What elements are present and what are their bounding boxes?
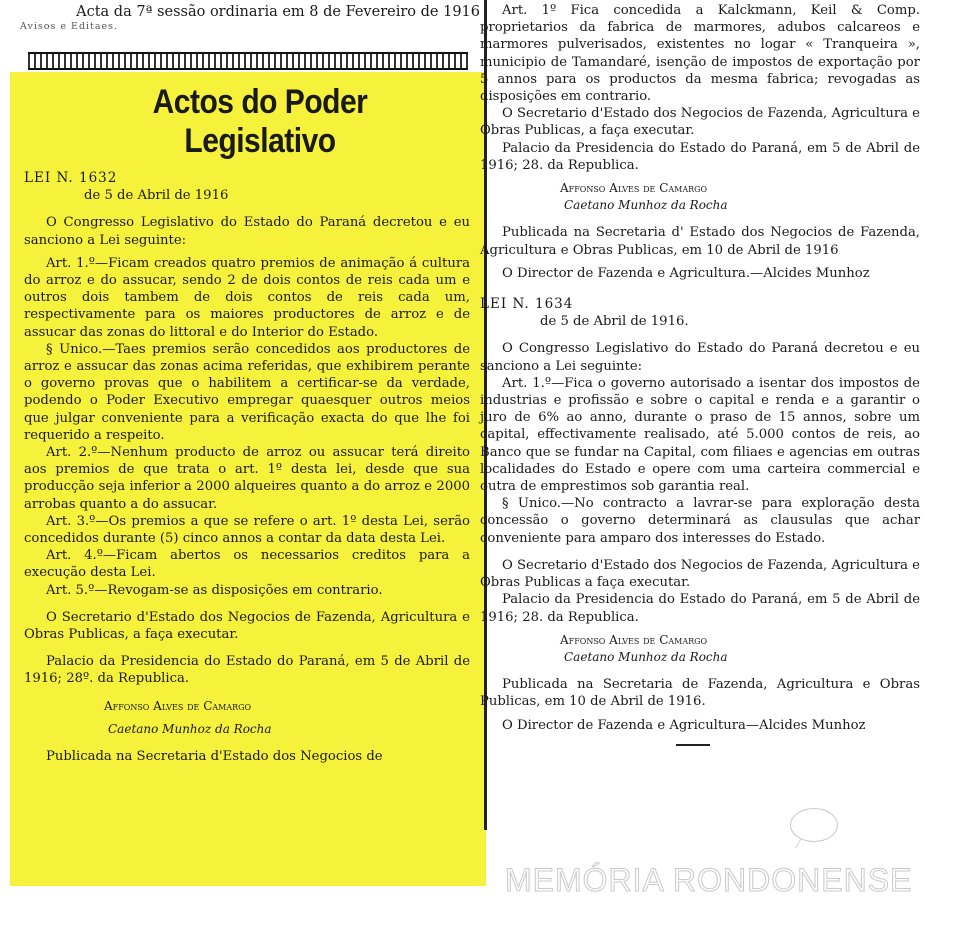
lei-1632-art2: Art. 2.º—Nenhum producto de arroz ou assucar terá direito aos premios de que trata o art. 1º desta lei, desde que sua producção seja inferior a 2000 alqueires quanto a do arroz e 2000 arrobas quanto a do assucar. bbox=[24, 445, 470, 512]
top-header bbox=[20, 4, 480, 32]
lei-1632-number: LEI N. 1632 bbox=[24, 170, 118, 186]
lei-1634-number: LEI N. 1634 bbox=[480, 296, 574, 313]
left-column bbox=[24, 170, 470, 765]
lei-1632-secretario: O Secretario d'Estado dos Negocios de Fazenda, Agricultura e Obras Publicas, a faça executar. bbox=[24, 609, 470, 643]
lei-1633-publicada: Publicada na Secretaria d' Estado dos Negocios de Fazenda, Agricultura e Obras Publicas, em 10 de Abril de 1916 bbox=[480, 225, 920, 258]
lei-1633-art1: Art. 1º Fica concedida a Kalckmann, Keil & Comp. proprietarios da fabrica de marmores, adubos calcareos e marmores pulverisados, existentes no logar « Tranqueira », municipio de Tamandaré, isenção de impostos de exportação por 5 annos para os productos da mesma fabrica; revogadas as disposições em contrario. bbox=[480, 3, 920, 105]
signature-secretary: Caetano Munhoz da Rocha bbox=[564, 649, 728, 664]
ornament-rule bbox=[28, 52, 468, 70]
page-title: Actos do Poder Legislativo bbox=[152, 82, 368, 160]
lei-1632-publicada: Publicada na Secretaria d'Estado dos Negocios de bbox=[46, 749, 383, 765]
end-rule bbox=[676, 744, 710, 746]
lei-1632-unico: § Unico.—Taes premios serão concedidos aos productores de arroz e assucar das zonas acima referidas, que exhibirem perante o governo provas que o habilitem a certificar-se da verdade, podendo o Poder Executivo empregar quaesquer outros meios que julgar conveniente para a verificação exacta do que lhe foi requerido a respeito. bbox=[24, 341, 470, 443]
signature-governor: Affonso Alves de Camargo bbox=[104, 698, 252, 713]
lei-1634-director: O Director de Fazenda e Agricultura—Alcides Munhoz bbox=[502, 717, 866, 733]
speech-bubble-tail bbox=[795, 838, 812, 848]
lei-1632-art3: Art. 3.º—Os premios a que se refere o art. 1º desta Lei, serão concedidos durante (5) cinco annos a contar da data desta Lei. bbox=[24, 513, 470, 547]
lei-1634-intro: O Congresso Legislativo do Estado do Paraná decretou e eu sanciono a Lei seguinte: bbox=[480, 341, 920, 374]
section-line: Avisos e Editaes. bbox=[20, 21, 119, 32]
lei-1634-secretario: O Secretario d'Estado dos Negocios de Fazenda, Agricultura e Obras Publicas a faça executar. bbox=[480, 557, 920, 591]
lei-1632-art4: Art. 4.º—Ficam abertos os necessarios creditos para a execução desta Lei. bbox=[24, 548, 470, 581]
signature-governor: Affonso Alves de Camargo bbox=[560, 181, 708, 196]
signature-governor: Affonso Alves de Camargo bbox=[560, 632, 708, 647]
lei-1632-date: de 5 de Abril de 1916 bbox=[84, 188, 229, 204]
signature-secretary: Caetano Munhoz da Rocha bbox=[564, 198, 728, 213]
lei-1634-unico: § Unico.—No contracto a lavrar-se para exploração desta concessão o governo determinará as clausulas que achar conveniente para amparo dos interesses do Estado. bbox=[480, 496, 920, 546]
speech-bubble-icon bbox=[790, 808, 838, 842]
lei-1632-art5: Art. 5.º—Revogam-se as disposições em contrario. bbox=[46, 582, 383, 598]
lei-1634-palacio: Palacio da Presidencia do Estado do Paraná, em 5 de Abril de 1916; 28. da Republica. bbox=[480, 592, 920, 625]
lei-1632-intro: O Congresso Legislativo do Estado do Paraná decretou e eu sanciono a Lei seguinte: bbox=[24, 215, 470, 248]
session-line: Acta da 7ª sessão ordinaria em 8 de Fevereiro de 1916 bbox=[76, 4, 480, 20]
signature-secretary: Caetano Munhoz da Rocha bbox=[108, 721, 272, 736]
lei-1632-art1: Art. 1.º—Ficam creados quatro premios de animação á cultura do arroz e do assucar, sendo 2 de dois contos de reis cada um e outros dois tambem de dois contos de reis cada um, respectivamente para os maiores productores de arroz e de assucar das zonas do littoral e do Interior do Estado. bbox=[24, 255, 470, 340]
lei-1633-palacio: Palacio da Presidencia do Estado do Paraná, em 5 de Abril de 1916; 28. da Republica. bbox=[480, 140, 920, 173]
right-column bbox=[480, 2, 920, 746]
lei-1634-art1: Art. 1.º—Fica o governo autorisado a isentar dos impostos de industrias e profissão e sobre o capital e renda e a garantir o juro de 6% ao anno, durante o praso de 15 annos, sobre um capital, effectivamente realisado, até 5.000 contos de reis, ao Banco que se fundar na Capital, com filiaes e agencias em outras localidades do Estado e opere com uma carteira commercial e outra de emprestimos sob garantia real. bbox=[480, 375, 920, 495]
lei-1633-secretario: O Secretario d'Estado dos Negocios de Fazenda, Agricultura e Obras Publicas, a faça executar. bbox=[480, 106, 920, 139]
watermark: MEMÓRIA RONDONENSE bbox=[505, 862, 913, 898]
lei-1634-publicada: Publicada na Secretaria de Fazenda, Agricultura e Obras Publicas, em 10 de Abril de 1916. bbox=[480, 677, 920, 710]
lei-1632-palacio: Palacio da Presidencia do Estado do Paraná, em 5 de Abril de 1916; 28º. da Republica. bbox=[24, 654, 470, 687]
lei-1634-date: de 5 de Abril de 1916. bbox=[540, 314, 689, 330]
lei-1633-director: O Director de Fazenda e Agricultura.—Alcides Munhoz bbox=[502, 265, 870, 281]
